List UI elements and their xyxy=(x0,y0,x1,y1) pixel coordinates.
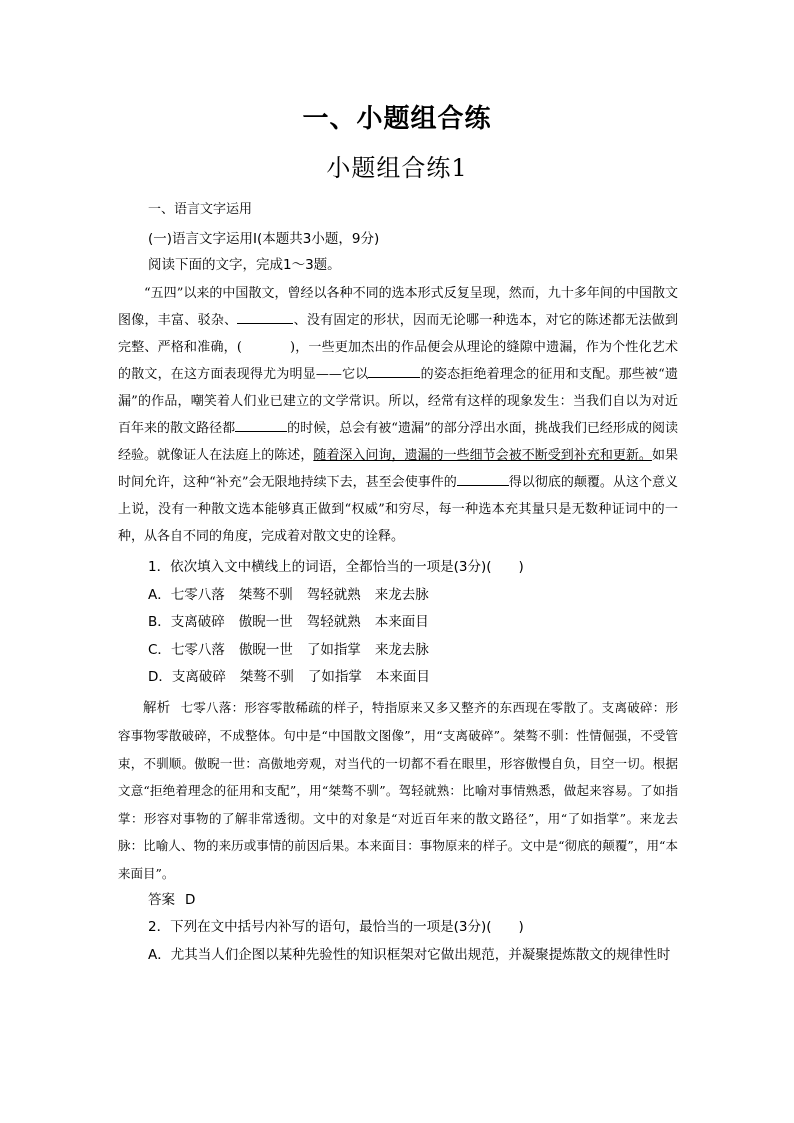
reading-passage xyxy=(118,280,678,550)
fill-blank xyxy=(457,471,509,486)
passage-text: )，一些更加杰出的作品便会从理论的缝隙中遗漏，作为个性化艺术的散文，在这方面表现得尤为明显——它以 xyxy=(118,340,678,382)
answer-line xyxy=(148,887,678,914)
option-word: 了如指掌 xyxy=(306,641,361,658)
question-1-stem: 1．依次填入文中横线上的词语，全都恰当的一项是(3分)( ) xyxy=(148,559,524,575)
content-body xyxy=(118,200,678,969)
option-word: 本来面目 xyxy=(375,669,430,685)
answer-label: 答案 xyxy=(148,892,175,908)
option-word: 了如指掌 xyxy=(307,669,362,685)
option-word: 七零八落 xyxy=(170,586,225,603)
question-2-option-a[interactable]: A．尤其当人们企图以某种先验性的知识框架对它做出规范，并凝聚提炼散文的规律性时 xyxy=(148,946,671,963)
option-word: 支离破碎 xyxy=(171,669,226,685)
question-2-stem: 2．下列在文中括号内补写的语句，最恰当的一项是(3分)( ) xyxy=(148,919,524,935)
passage-text: 的时候，总会有被“遗漏”的部分浮出水面，挑战我们已经形成的阅读经验。就像证人在法庭上的陈述， xyxy=(118,421,678,463)
passage-text: 的姿态拒绝着理念的征用和支配。那些被“遗漏”的作品，嘲笑着人们业已建立的文学常识。所以，经常有这样的现象发生：当我们自以为对近百年来的散文路径都 xyxy=(118,367,678,436)
fill-blank xyxy=(235,417,287,432)
option-label: B． xyxy=(148,614,171,630)
sub-heading: (一)语言文字运用Ⅰ(本题共3小题，9分) xyxy=(148,231,380,247)
answer-value: D xyxy=(185,892,196,908)
option-word: 桀骜不驯 xyxy=(238,586,293,603)
option-word: 驾轻就熟 xyxy=(306,586,361,603)
question-1-option-d[interactable] xyxy=(148,664,678,692)
option-word: 桀骜不驯 xyxy=(239,669,294,685)
passage-text: 、没有固定的形状，因而无论哪一种选本，对它的陈述都无法做到完整、严格和准确，( xyxy=(118,313,678,355)
analysis-text: 七零八落：形容零散稀疏的样子，特指原来又多又整齐的东西现在零散了。支离破碎：形容事物零散破碎，不成整体。句中是“中国散文图像”，用“支离破碎”。桀骜不驯：性情倔强，不受管束，不驯顺。傲睨一世：高傲地旁观，对当代的一切都不看在眼里，形容傲慢自负，目空一切。根据文意“拒绝着理念的征用和支配”，用“桀骜不驯”。驾轻就熟：比喻对事情熟悉，做起来容易。了如指掌：形容对事物的了解非常透彻。文中的对象是“对近百年来的散文路径”，用“了如指掌”。来龙去脉：比喻人、物的来历或事情的前因后果。本来面目：事物原来的样子。文中是“彻底的颠覆”，用“本来面目”。 xyxy=(118,699,678,881)
question-1-option-c[interactable] xyxy=(148,637,678,665)
option-word: 傲睨一世 xyxy=(238,614,293,630)
option-word: 七零八落 xyxy=(170,641,225,658)
question-1-option-b[interactable] xyxy=(148,609,678,637)
sub-title: 小题组合练1 xyxy=(326,154,468,182)
option-label: C． xyxy=(148,641,171,658)
passage-text: “五四”以来的中国散文，曾经以各种不同的选本形式反复呈现，然而，九十多年间的中国散文图像，丰富、驳杂、 xyxy=(118,286,678,328)
passage-text: 得以彻底的颠覆。从这个意义上说，没有一种散文选本能够真正做到“权威”和穷尽，每一种选本充其量只是无数种证词中的一种，从各自不同的角度，完成着对散文史的诠释。 xyxy=(118,475,678,544)
option-label: A． xyxy=(148,586,171,603)
instruction: 阅读下面的文字，完成1～3题。 xyxy=(148,257,341,273)
option-label: D． xyxy=(148,669,172,685)
option-word: 来龙去脉 xyxy=(374,586,429,603)
main-title: 一、小题组合练 xyxy=(302,104,492,134)
option-word: 支离破碎 xyxy=(170,614,225,630)
analysis-label: 解析 xyxy=(143,699,171,716)
option-word: 驾轻就熟 xyxy=(306,614,361,630)
question-1-option-a[interactable] xyxy=(148,582,678,610)
section-heading: 一、语言文字运用 xyxy=(148,202,253,217)
option-word: 傲睨一世 xyxy=(238,641,293,658)
analysis-block xyxy=(118,694,678,888)
passage-text: 如果时间允许，这种“补充”会无限地持续下去，甚至会使事件的 xyxy=(118,448,678,490)
fill-blank xyxy=(237,309,293,324)
underlined-sentence: 随着深入问询，遗漏的一些细节会被不断受到补充和更新。 xyxy=(313,448,652,463)
fill-blank xyxy=(368,363,420,378)
option-word: 来龙去脉 xyxy=(374,641,429,658)
option-word: 本来面目 xyxy=(374,614,429,630)
